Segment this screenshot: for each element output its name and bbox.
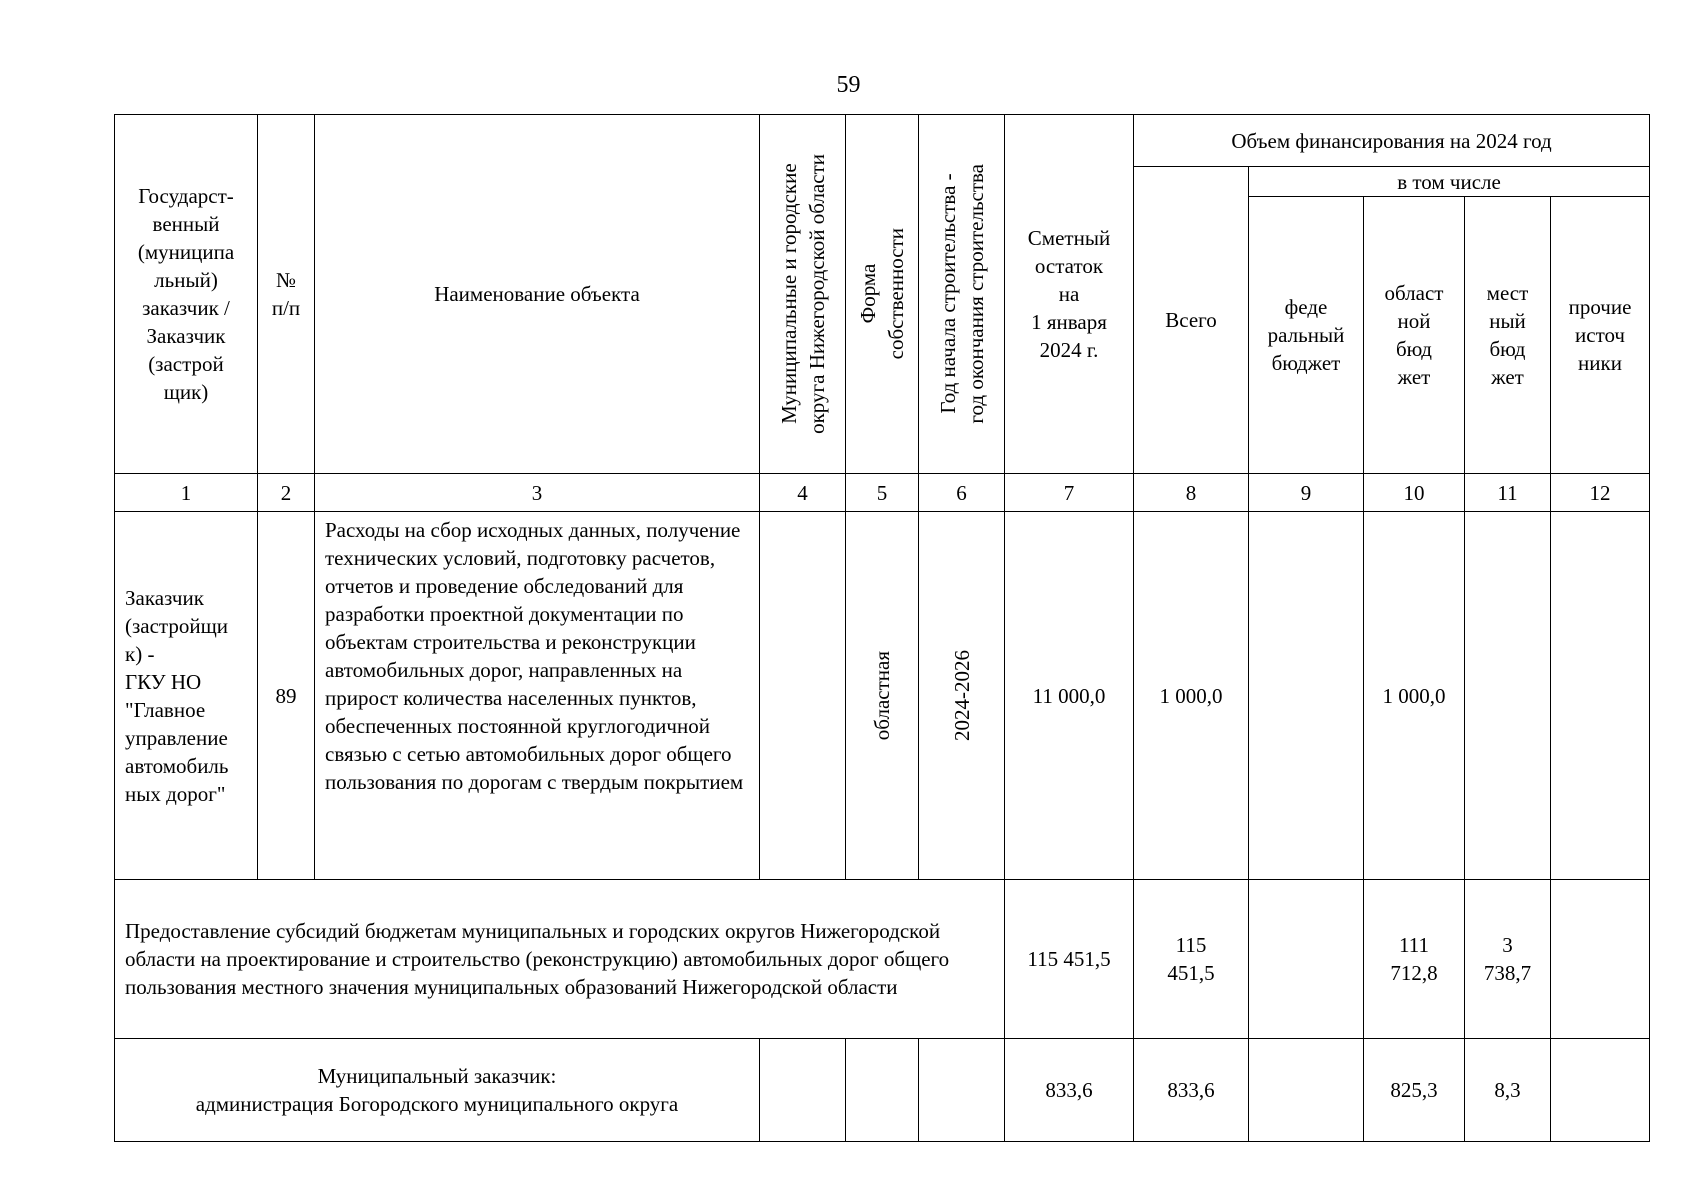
column-number: 9 xyxy=(1249,474,1364,512)
header-federal: феде ральный бюджет xyxy=(1249,197,1364,474)
column-numbers-row xyxy=(115,474,1650,512)
municipal-regional: 825,3 xyxy=(1364,1039,1465,1142)
object-ownership: областная xyxy=(846,512,919,880)
object-total: 1 000,0 xyxy=(1134,512,1249,880)
municipal-ownership xyxy=(846,1039,919,1142)
municipal-other xyxy=(1551,1039,1650,1142)
subsidy-name: Предоставление субсидий бюджетам муниципальных и городских округов Нижегородской области на проектирование и строительство (реконструкцию) автомобильных дорог общего пользования местного значения муниципальных образований Нижегородской области xyxy=(115,880,1005,1039)
header-ownership: Форма собственности xyxy=(846,115,919,474)
header-other: прочие источ ники xyxy=(1551,197,1650,474)
header-customer: Государст- венный (муниципа льный) заказчик / Заказчик (застрой щик) xyxy=(115,115,258,474)
column-number: 6 xyxy=(919,474,1005,512)
municipal-local: 8,3 xyxy=(1465,1039,1551,1142)
header-number: № п/п xyxy=(258,115,315,474)
column-number: 1 xyxy=(115,474,258,512)
subsidy-other xyxy=(1551,880,1650,1039)
municipal-estimate: 833,6 xyxy=(1005,1039,1134,1142)
header-districts: Муниципальные и городские округа Нижегородской области xyxy=(760,115,846,474)
object-number: 89 xyxy=(258,512,315,880)
municipal-total: 833,6 xyxy=(1134,1039,1249,1142)
object-customer: Заказчик (застройщи к) - ГКУ НО "Главное управление автомобиль ных дорог" xyxy=(115,512,258,880)
column-number: 5 xyxy=(846,474,919,512)
object-name: Расходы на сбор исходных данных, получение технических условий, подготовку расчетов, отчетов и проведение обследований для разработки проектной документации по объектам строительства и реконструкции автомобильных дорог, направленных на прирост количества населенных пунктов, обеспеченных постоянной круглогодичной связью с сетью автомобильных дорог общего пользования по дорогам с твердым покрытием xyxy=(315,512,760,880)
municipal-districts xyxy=(760,1039,846,1142)
column-number: 10 xyxy=(1364,474,1465,512)
object-districts xyxy=(760,512,846,880)
municipal-years xyxy=(919,1039,1005,1142)
header-local: мест ный бюд жет xyxy=(1465,197,1551,474)
header-total: Всего xyxy=(1134,167,1249,474)
financing-table xyxy=(114,114,1650,1142)
object-local xyxy=(1465,512,1551,880)
subsidy-local: 3 738,7 xyxy=(1465,880,1551,1039)
header-years: Год начала строительства - год окончания строительства xyxy=(919,115,1005,474)
subsidy-regional: 111 712,8 xyxy=(1364,880,1465,1039)
column-number: 4 xyxy=(760,474,846,512)
header-regional: област ной бюд жет xyxy=(1364,197,1465,474)
header-estimate-remainder: Сметный остаток на 1 января 2024 г. xyxy=(1005,115,1134,474)
object-row xyxy=(115,512,1650,880)
header-funding-group: Объем финансирования на 2024 год xyxy=(1134,115,1650,167)
column-number: 11 xyxy=(1465,474,1551,512)
header-including: в том числе xyxy=(1249,167,1650,197)
municipal-federal xyxy=(1249,1039,1364,1142)
header-row-1 xyxy=(115,115,1650,167)
column-number: 7 xyxy=(1005,474,1134,512)
object-regional: 1 000,0 xyxy=(1364,512,1465,880)
header-object-name: Наименование объекта xyxy=(315,115,760,474)
column-number: 12 xyxy=(1551,474,1650,512)
object-federal xyxy=(1249,512,1364,880)
subsidy-total: 115 451,5 xyxy=(1134,880,1249,1039)
subsidy-federal xyxy=(1249,880,1364,1039)
column-number: 8 xyxy=(1134,474,1249,512)
column-number: 3 xyxy=(315,474,760,512)
object-other xyxy=(1551,512,1650,880)
column-number: 2 xyxy=(258,474,315,512)
subsidy-estimate: 115 451,5 xyxy=(1005,880,1134,1039)
page-number: 59 xyxy=(836,72,861,98)
municipal-row xyxy=(115,1039,1650,1142)
subsidy-row xyxy=(115,880,1650,1039)
object-years: 2024-2026 xyxy=(919,512,1005,880)
object-estimate: 11 000,0 xyxy=(1005,512,1134,880)
municipal-customer-name: Муниципальный заказчик: администрация Богородского муниципального округа xyxy=(115,1039,760,1142)
